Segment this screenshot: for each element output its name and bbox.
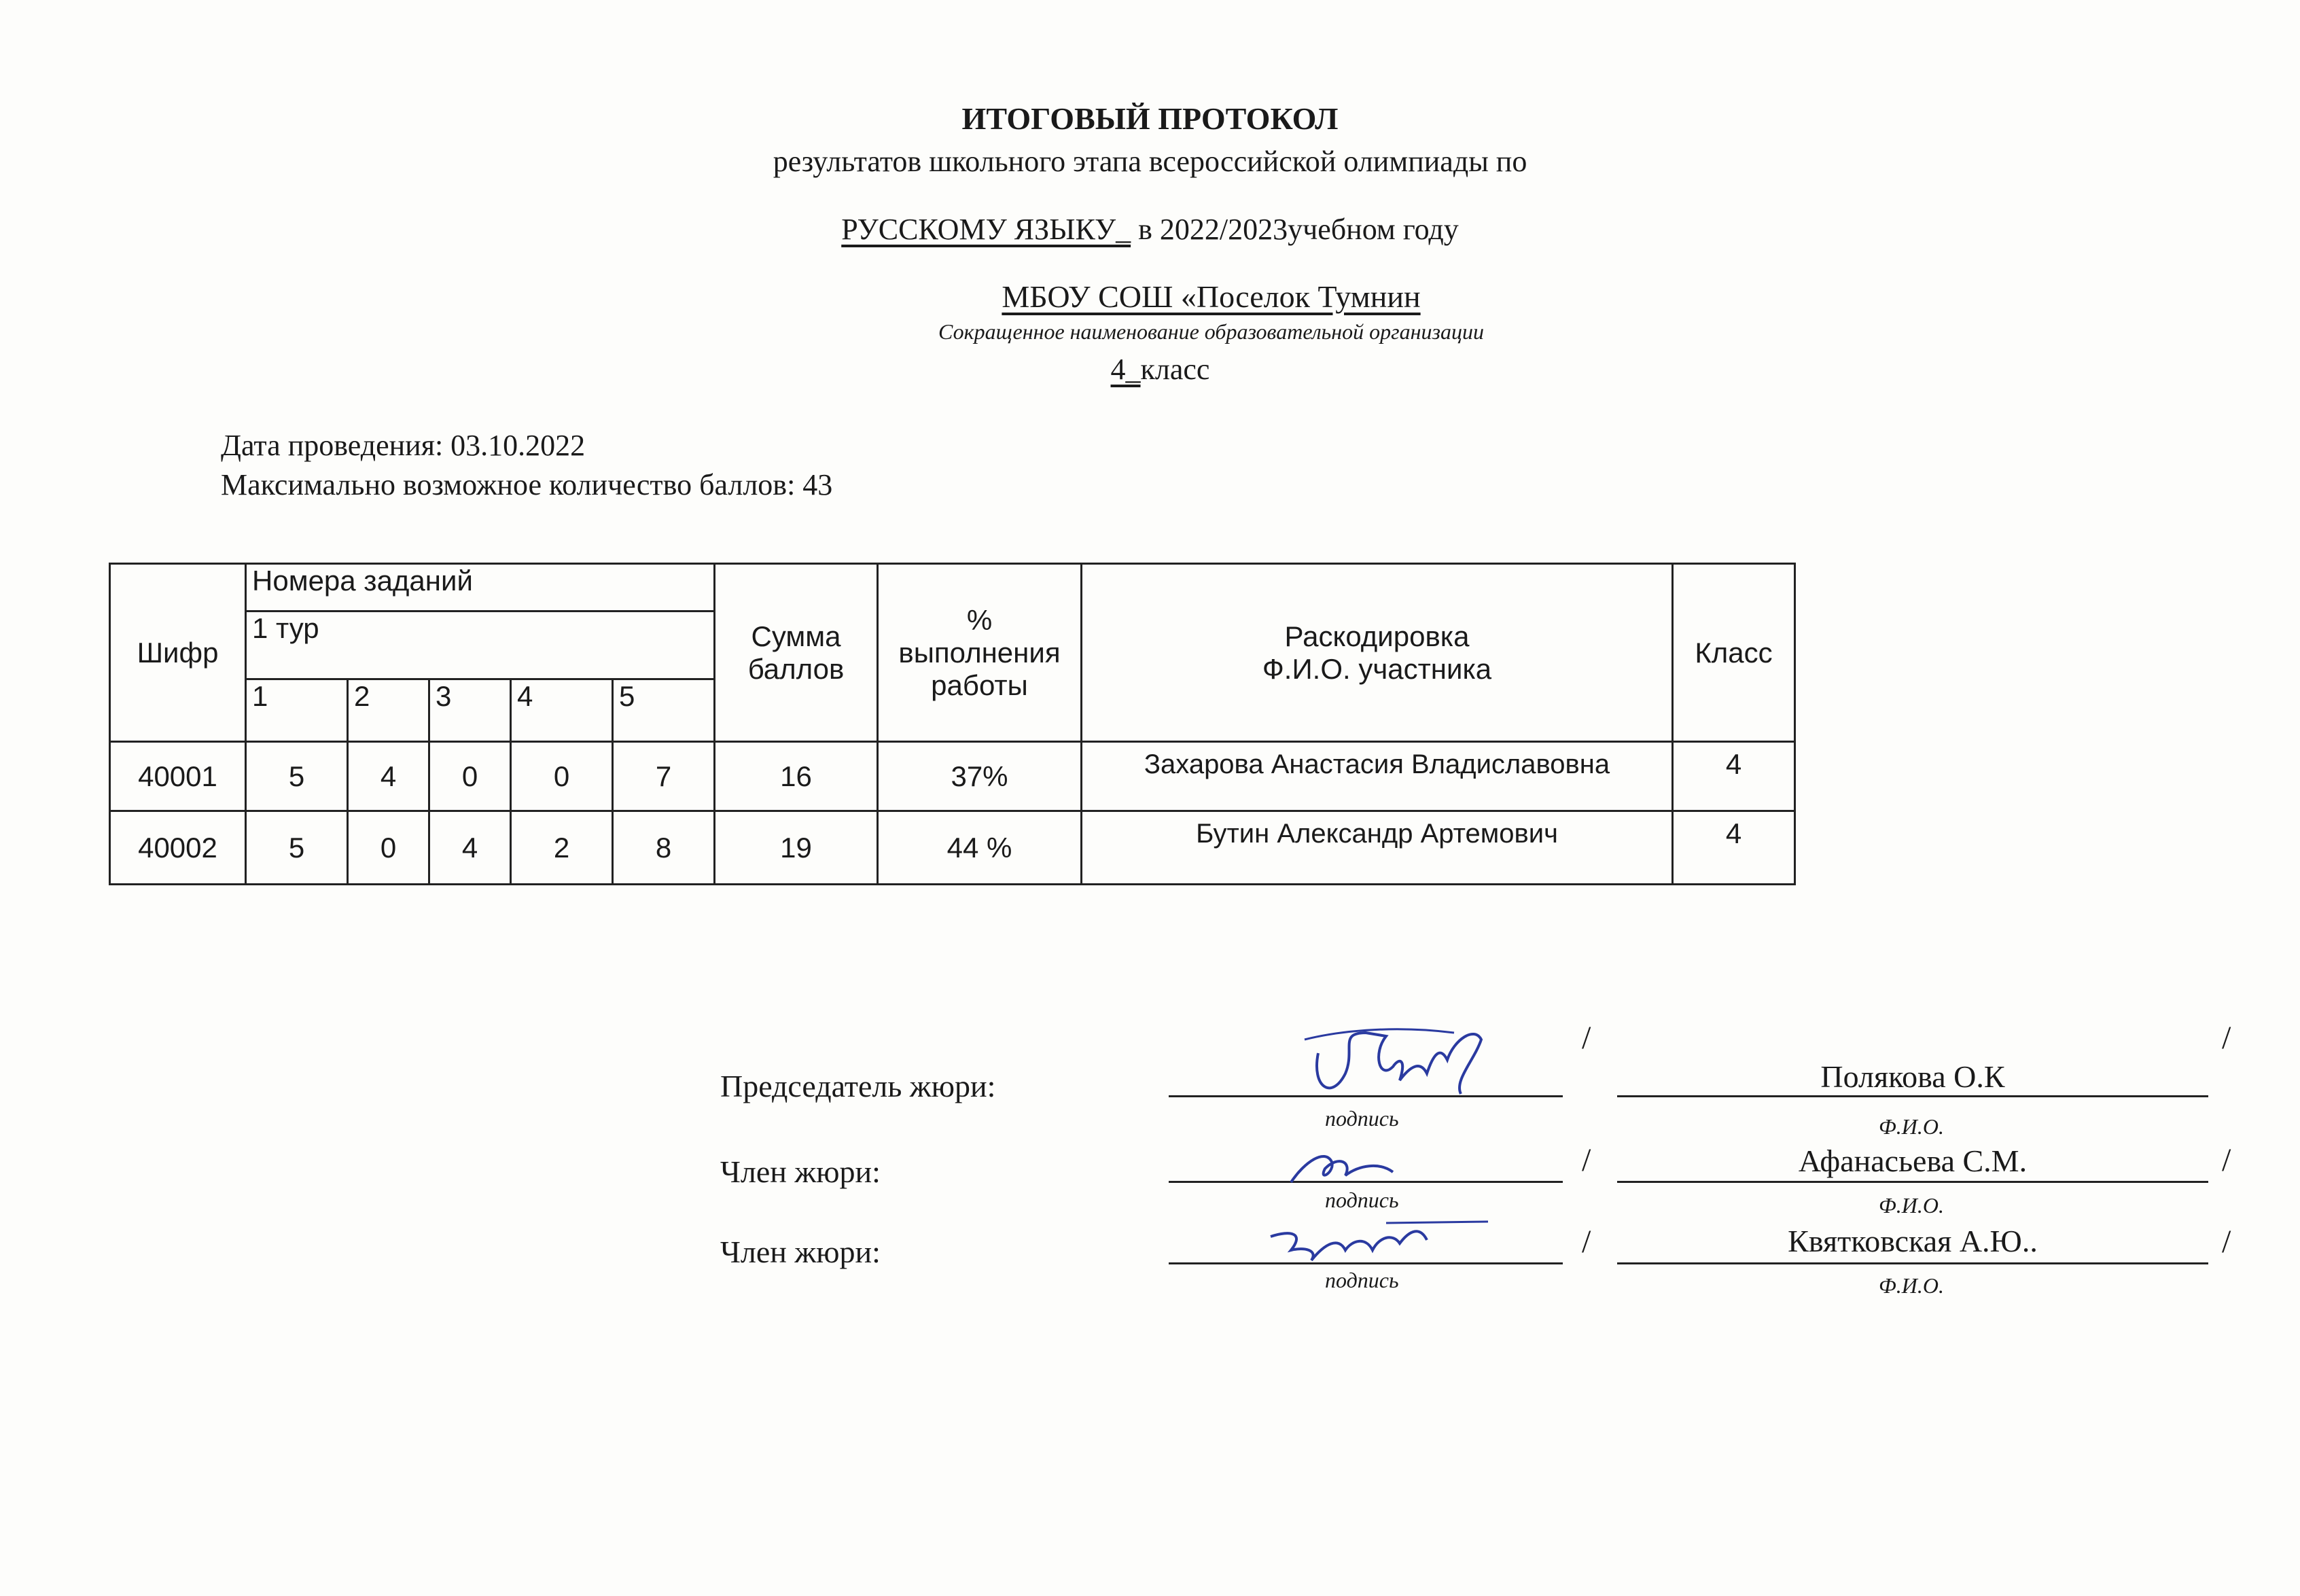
table-row	[110, 742, 1795, 811]
member2-slash-right: /	[2222, 1224, 2231, 1260]
header-cipher: Шифр	[110, 564, 246, 742]
chair-signature	[1291, 1012, 1508, 1111]
grade-line	[0, 352, 2300, 387]
member1-fio-line	[1617, 1181, 2208, 1183]
member1-fio-caption: Ф.И.О.	[1879, 1193, 1944, 1218]
member2-label: Член жюри:	[720, 1235, 881, 1269]
chair-slash-right: /	[2222, 1020, 2231, 1056]
header-decoding-label: Раскодировка	[1284, 620, 1470, 652]
chair-sign-caption: подпись	[1325, 1106, 1399, 1131]
results-table	[109, 563, 1796, 885]
chair-label: Председатель жюри:	[720, 1069, 996, 1103]
member2-slash-left: /	[1582, 1224, 1591, 1260]
chair-fio-caption: Ф.И.О.	[1879, 1114, 1944, 1139]
member1-slash-right: /	[2222, 1142, 2231, 1178]
header-sum: Сумма баллов	[715, 564, 878, 742]
score-cell: 5	[246, 742, 348, 811]
sum-cell: 16	[715, 742, 878, 811]
sum-cell: 19	[715, 811, 878, 885]
score-cell: 5	[246, 811, 348, 885]
score-cell: 0	[429, 742, 511, 811]
score-cell: 0	[348, 811, 429, 885]
header-task-numbers: Номера заданий	[246, 564, 715, 611]
max-score-line: Максимально возможное количество баллов: 43	[221, 468, 833, 501]
grade-word: класс	[1140, 353, 1210, 386]
class-cell: 4	[1673, 811, 1795, 885]
header-task-1: 1	[246, 679, 348, 742]
member2-sign-caption: подпись	[1325, 1268, 1399, 1292]
chair-name: Полякова О.К	[1820, 1059, 2005, 1094]
score-cell: 8	[613, 811, 715, 885]
chair-fio-line	[1617, 1095, 2208, 1097]
member2-fio-line	[1617, 1262, 2208, 1264]
percent-cell: 37%	[878, 742, 1082, 811]
score-cell: 7	[613, 742, 715, 811]
cipher-cell: 40002	[110, 811, 246, 885]
member1-name: Афанасьева С.М.	[1798, 1143, 2028, 1178]
cipher-cell: 40001	[110, 742, 246, 811]
header-decoding	[1082, 564, 1673, 742]
header-round: 1 тур	[246, 611, 715, 679]
date-line: Дата проведения: 03.10.2022	[221, 429, 586, 462]
member2-name: Квятковская А.Ю..	[1788, 1224, 2038, 1258]
class-cell: 4	[1673, 742, 1795, 811]
percent-cell: 44 %	[878, 811, 1082, 885]
grade-number: 4_	[1110, 353, 1141, 386]
school-caption: Сокращенное наименование образовательной организации	[938, 319, 1484, 344]
school-name: МБОУ СОШ «Поселок Тумнин	[1002, 279, 1421, 314]
subject-name: РУССКОМУ ЯЗЫКУ_	[841, 213, 1131, 246]
header-class: Класс	[1673, 564, 1795, 742]
academic-year: в 2022/2023учебном году	[1131, 213, 1459, 246]
header-percent: % выполнения работы	[878, 564, 1082, 742]
participant-name-cell: Бутин Александр Артемович	[1082, 811, 1673, 885]
member1-sign-caption: подпись	[1325, 1188, 1399, 1212]
protocol-title: ИТОГОВЫЙ ПРОТОКОЛ	[961, 101, 1339, 136]
member1-label: Член жюри:	[720, 1154, 881, 1189]
header-fio-participant: Ф.И.О. участника	[1262, 652, 1492, 685]
score-cell: 4	[348, 742, 429, 811]
chair-slash-left: /	[1582, 1020, 1591, 1056]
table-row	[110, 811, 1795, 885]
score-cell: 4	[429, 811, 511, 885]
header-task-2: 2	[348, 679, 429, 742]
subject-line	[0, 212, 2300, 247]
header-task-5: 5	[613, 679, 715, 742]
member1-slash-left: /	[1582, 1142, 1591, 1178]
participant-name-cell: Захарова Анастасия Владиславовна	[1082, 742, 1673, 811]
member2-fio-caption: Ф.И.О.	[1879, 1273, 1944, 1298]
header-task-3: 3	[429, 679, 511, 742]
protocol-subtitle: результатов школьного этапа всероссийской олимпиады по	[773, 145, 1527, 178]
score-cell: 2	[511, 811, 613, 885]
score-cell: 0	[511, 742, 613, 811]
header-task-4: 4	[511, 679, 613, 742]
